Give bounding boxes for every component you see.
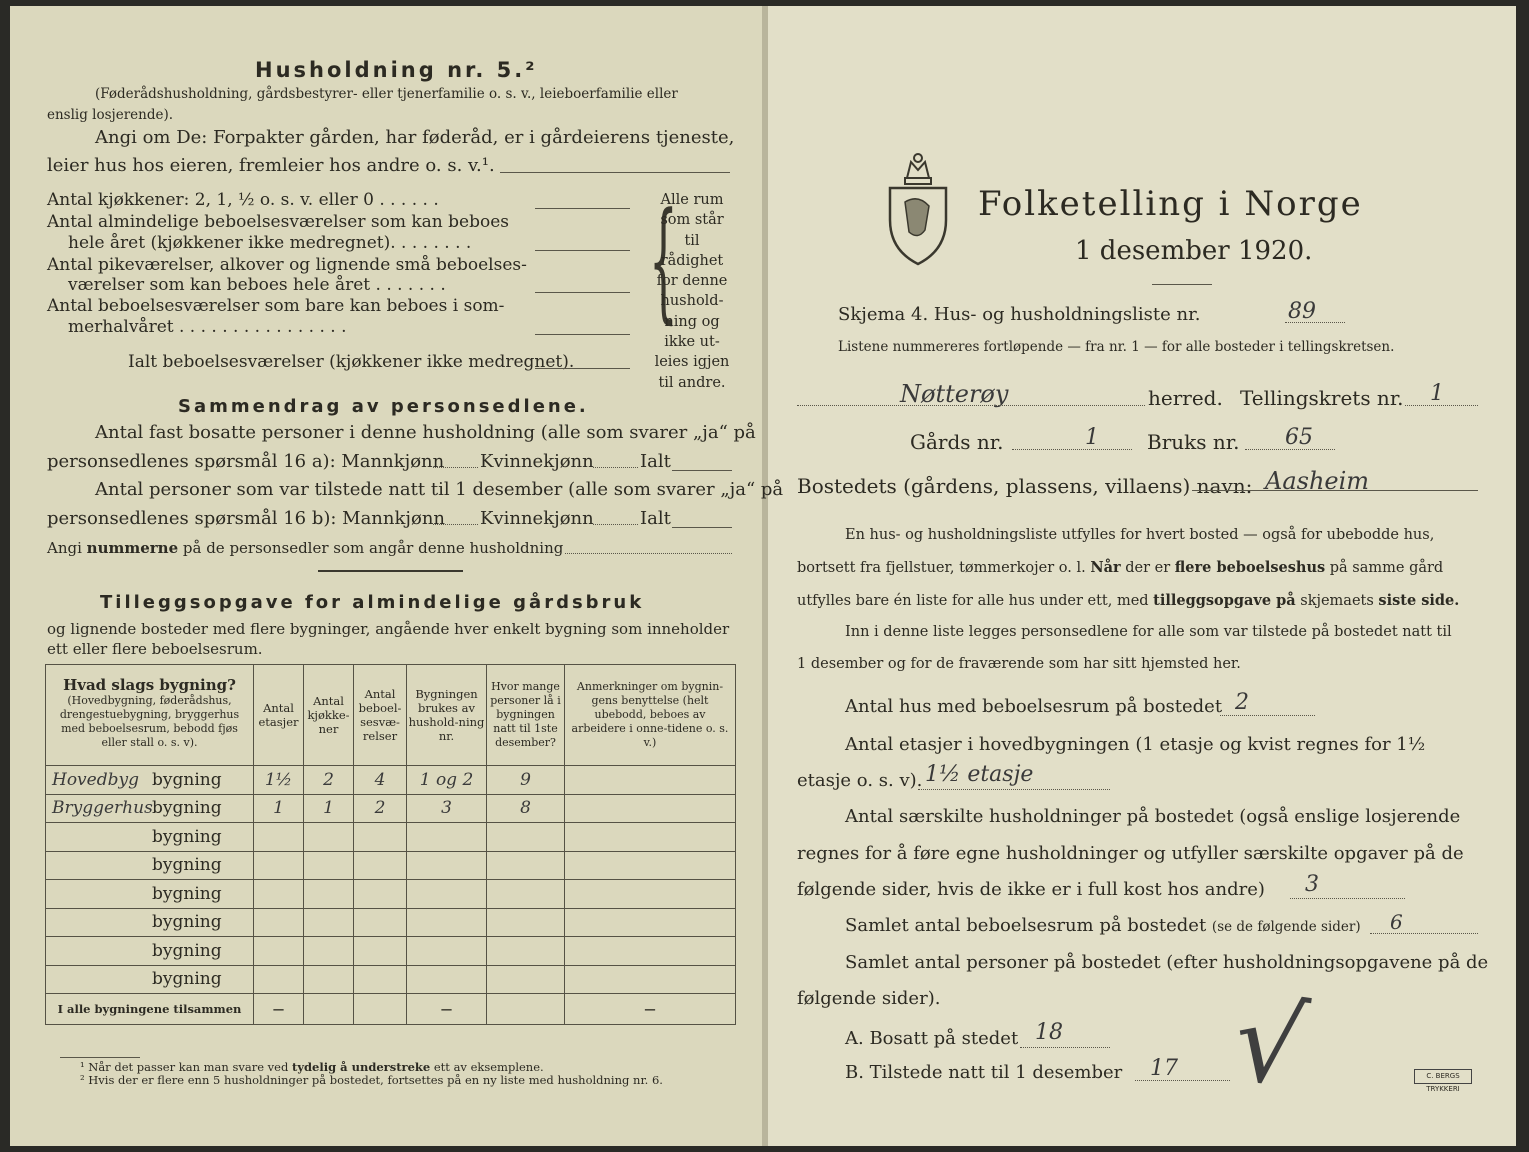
- kitchens-cell: [304, 851, 354, 880]
- persons-cell: 8: [487, 794, 565, 823]
- households-label-2: regnes for å føre egne husholdninger og utfyller særskilte opgaver på de: [797, 843, 1464, 864]
- rooms-cell: [354, 908, 407, 937]
- numbers-answer-line: [565, 553, 732, 554]
- footnote-1: [80, 1060, 544, 1074]
- side-note-line: ikke ut-: [664, 334, 720, 351]
- header-type-desc: (Hovedbygning, føderådshus, drengestuebygning, bryggerhus med beboelsesrum, bebodd fjøs eller stall o. s. v).: [59, 694, 240, 749]
- building-name-cell: [46, 965, 254, 994]
- kitchens-answer-line: [535, 208, 630, 209]
- municipality-line: [797, 405, 1145, 406]
- table-row: [46, 965, 736, 994]
- total-label-1: Ialt: [640, 451, 671, 472]
- ordinary-rooms-label-1: Antal almindelige beboelsesværelser som kan beboes: [47, 212, 509, 232]
- floors-line: [918, 789, 1110, 790]
- footnote-rule: [60, 1057, 140, 1058]
- table-total-row: [46, 994, 736, 1025]
- floors-value: 1½ etasje: [925, 762, 1034, 787]
- remarks-cell: [565, 937, 736, 966]
- instr-3-mid: skjemaets: [1295, 593, 1379, 609]
- building-name-cell: [46, 880, 254, 909]
- household-cell: [407, 880, 487, 909]
- holding-value: 65: [1285, 425, 1313, 450]
- header-remarks: Anmerkninger om bygnin-gens benyttelse (helt ubebodd, beboes av arbeidere i onne-tidene o. s. v.): [565, 665, 736, 766]
- building-suffix: bygning: [152, 769, 222, 790]
- household-note-2: enslig losjerende).: [47, 107, 174, 123]
- main-title: Folketelling i Norge: [978, 184, 1363, 224]
- total-label-2: Ialt: [640, 508, 671, 529]
- building-name-cell: [46, 766, 254, 795]
- numbers-post: på de personsedler som angår denne husholdning: [178, 539, 564, 557]
- summary-title: Sammendrag av personsedlene.: [178, 396, 589, 417]
- table-row: [46, 908, 736, 937]
- floors-cell: [254, 965, 304, 994]
- schema-label: Skjema 4. Hus- og husholdningsliste nr.: [838, 304, 1201, 325]
- table-row: [46, 880, 736, 909]
- building-suffix: bygning: [152, 969, 222, 990]
- household-cell: [407, 965, 487, 994]
- header-household-no: Bygningen brukes av hushold-ning nr.: [407, 665, 487, 766]
- numbering-note: Listene nummereres fortløpende — fra nr. 1 — for alle bosteder i tellingskretsen.: [838, 339, 1395, 355]
- household-note-1: (Føderådshusholdning, gårdsbestyrer- eller tjenerfamilie o. s. v., leieboerfamilie eller: [95, 86, 678, 102]
- numbers-bold: nummerne: [86, 539, 179, 557]
- divider-rule: [318, 570, 463, 572]
- male-2-line: [433, 524, 478, 525]
- rooms-cell: [354, 851, 407, 880]
- side-note-line: leies igjen: [654, 354, 730, 371]
- floors-cell: [254, 851, 304, 880]
- building-suffix: bygning: [152, 826, 222, 847]
- floors-label-1: Antal etasjer i hovedbygningen (1 etasje og kvist regnes for 1½: [845, 734, 1426, 755]
- residence-line: [1192, 490, 1478, 491]
- persons-cell: [487, 851, 565, 880]
- supplement-line-2: ett eller flere beboelsesrum.: [47, 640, 263, 658]
- numbers-pre: Angi: [47, 539, 87, 557]
- table-row: [46, 794, 736, 823]
- household-cell: 3: [407, 794, 487, 823]
- building-suffix: bygning: [152, 912, 222, 933]
- header-persons: Hvor mange personer lå i bygningen natt til 1ste desember?: [487, 665, 565, 766]
- numbers-line: [47, 539, 563, 557]
- floors-label-2: etasje o. s. v).: [797, 770, 923, 791]
- rooms-line: [1370, 933, 1478, 934]
- rooms-cell: [354, 880, 407, 909]
- household-cell: [407, 823, 487, 852]
- persons-label-2: følgende sider).: [797, 988, 941, 1009]
- table-row: [46, 766, 736, 795]
- farm-value: 1: [1085, 425, 1099, 450]
- households-label-3: følgende sider, hvis de ikke er i full kost hos andre): [797, 879, 1265, 900]
- household-cell: [407, 851, 487, 880]
- kitchens-cell: [304, 880, 354, 909]
- side-note: [652, 190, 732, 393]
- residence-value: Aasheim: [1265, 467, 1370, 495]
- instr-3-bold1: tilleggsopgave på: [1153, 592, 1296, 609]
- total-floors-cell: —: [254, 994, 304, 1025]
- building-name-cell: [46, 794, 254, 823]
- ask-line-1: Angi om De: Forpakter gården, har føderåd, er i gårdeierens tjeneste,: [95, 127, 735, 148]
- rooms-label: [845, 915, 1361, 936]
- footnote-1-pre: ¹ Når det passer kan man svare ved: [80, 1060, 293, 1074]
- floors-cell: 1: [254, 794, 304, 823]
- floors-cell: [254, 908, 304, 937]
- summer-rooms-label-2: merhalvåret . . . . . . . . . . . . . . . .: [68, 317, 347, 337]
- ask-line-2: leier hus hos eieren, fremleier hos andre o. s. v.¹.: [47, 155, 495, 176]
- instr-2-pre: bortsett fra fjellstuer, tømmerkojer o. l.: [797, 560, 1091, 576]
- building-name-cell: [46, 908, 254, 937]
- total-rooms-label: Ialt beboelsesværelser (kjøkkener ikke medregnet).: [128, 352, 575, 372]
- instr-2-post: på samme gård: [1325, 560, 1444, 576]
- building-suffix: bygning: [152, 855, 222, 876]
- header-type-title: Hvad slags bygning?: [63, 676, 236, 694]
- header-floors: Antal etasjer: [254, 665, 304, 766]
- instruction-1: En hus- og husholdningsliste utfylles for hvert bosted — også for ubebodde hus,: [845, 527, 1435, 543]
- instr-2-mid: der er: [1120, 560, 1175, 576]
- floors-cell: [254, 937, 304, 966]
- brace-symbol: {: [648, 184, 678, 336]
- summer-rooms-answer-line: [535, 334, 630, 335]
- floors-cell: [254, 823, 304, 852]
- rooms-cell: [354, 823, 407, 852]
- instruction-5: 1 desember og for de fraværende som har sitt hjemsted her.: [797, 656, 1241, 672]
- supplement-line-1: og lignende bosteder med flere bygninger, angående hver enkelt bygning som inneholder: [47, 620, 730, 638]
- household-cell: 1 og 2: [407, 766, 487, 795]
- total-rooms-cell: [354, 994, 407, 1025]
- female-1-line: [593, 467, 638, 468]
- persons-cell: 9: [487, 766, 565, 795]
- footnote-2: ² Hvis der er flere enn 5 husholdninger på bostedet, fortsettes på en ny liste med husholdning nr. 6.: [80, 1073, 663, 1087]
- total-household-cell: —: [407, 994, 487, 1025]
- kitchens-label: Antal kjøkkener: 2, 1, ½ o. s. v. eller 0 . . . . . .: [47, 190, 439, 210]
- side-note-line: Alle rum: [660, 192, 724, 208]
- municipality-label: herred.: [1148, 386, 1223, 410]
- rooms-cell: [354, 937, 407, 966]
- female-label-2: Kvinnekjønn: [480, 508, 594, 529]
- total-persons-cell: [487, 994, 565, 1025]
- total-2-line: [672, 527, 732, 528]
- remarks-cell: [565, 823, 736, 852]
- instr-2-bold2: flere beboelseshus: [1174, 559, 1326, 576]
- rooms-note: (se de følgende sider): [1211, 919, 1361, 935]
- kitchens-cell: [304, 965, 354, 994]
- residence-label: Bostedets (gårdens, plassens, villaens) navn:: [797, 474, 1253, 498]
- maid-rooms-label-1: Antal pikeværelser, alkover og lignende små beboelses-: [47, 255, 527, 275]
- rooms-cell: 2: [354, 794, 407, 823]
- supplement-title: Tilleggsopgave for almindelige gårdsbruk: [100, 592, 645, 613]
- summary-line-2b: personsedlenes spørsmål 16 b): Mannkjønn: [47, 508, 446, 529]
- building-table: [45, 664, 736, 1025]
- persons-cell: [487, 823, 565, 852]
- ordinary-rooms-label-2: hele året (kjøkkener ikke medregnet). . . . . . . .: [68, 233, 472, 253]
- houses-line: [1220, 715, 1315, 716]
- instruction-4: Inn i denne liste legges personsedlene for alle som var tilstede på bostedet natt til: [845, 624, 1452, 640]
- kitchens-cell: [304, 823, 354, 852]
- household-title: Husholdning nr. 5.²: [255, 58, 538, 82]
- side-note-line: hushold-: [660, 293, 724, 310]
- district-line: [1405, 405, 1478, 406]
- header-building-type: [46, 665, 254, 766]
- total-1-line: [672, 470, 732, 471]
- household-cell: [407, 937, 487, 966]
- resident-line: [1020, 1047, 1110, 1048]
- building-suffix: bygning: [152, 798, 222, 819]
- maid-rooms-answer-line: [535, 292, 630, 293]
- ask-answer-line: [500, 172, 730, 173]
- persons-label-1: Samlet antal personer på bostedet (efter husholdningsopgavene på de: [845, 952, 1489, 973]
- coat-of-arms-icon: [885, 150, 951, 268]
- footnote-1-bold: tydelig å understreke: [292, 1060, 431, 1074]
- persons-cell: [487, 965, 565, 994]
- resident-label: A. Bosatt på stedet: [845, 1028, 1019, 1049]
- rooms-cell: [354, 965, 407, 994]
- persons-cell: [487, 937, 565, 966]
- title-rule: [1152, 284, 1212, 285]
- side-note-line: ning og: [664, 313, 720, 330]
- present-label: B. Tilstede natt til 1 desember: [845, 1062, 1123, 1083]
- printer-stamp: C. BERGS TRYKKERI: [1414, 1069, 1472, 1084]
- municipality-value: Nøtterøy: [900, 380, 1009, 408]
- table-row: [46, 937, 736, 966]
- farm-line: [1012, 449, 1132, 450]
- household-cell: [407, 908, 487, 937]
- table-header-row: [46, 665, 736, 766]
- remarks-cell: [565, 851, 736, 880]
- total-label-cell: I alle bygningene tilsammen: [46, 994, 254, 1025]
- present-value: 17: [1150, 1056, 1178, 1081]
- district-label: Tellingskrets nr.: [1240, 386, 1404, 410]
- header-kitchens: Antal kjøkke-ner: [304, 665, 354, 766]
- total-kitchens-cell: [304, 994, 354, 1025]
- side-note-line: som står til: [660, 212, 724, 249]
- remarks-cell: [565, 908, 736, 937]
- houses-value: 2: [1235, 690, 1249, 715]
- summer-rooms-label-1: Antal beboelsesværelser som bare kan beboes i som-: [47, 296, 505, 316]
- rooms-value: 6: [1390, 910, 1403, 934]
- schema-number: 89: [1288, 299, 1316, 324]
- rooms-label-text: Samlet antal beboelsesrum på bostedet: [845, 915, 1207, 936]
- households-label-1: Antal særskilte husholdninger på bostedet (også enslige losjerende: [845, 806, 1461, 827]
- district-value: 1: [1430, 381, 1444, 406]
- instr-3-bold2: siste side.: [1378, 592, 1460, 609]
- side-note-line: for denne: [656, 273, 728, 290]
- table-row: [46, 823, 736, 852]
- building-name-cell: [46, 937, 254, 966]
- kitchens-cell: 1: [304, 794, 354, 823]
- rooms-cell: 4: [354, 766, 407, 795]
- census-date: 1 desember 1920.: [1075, 236, 1313, 266]
- holding-label: Bruks nr.: [1147, 430, 1240, 454]
- kitchens-cell: [304, 908, 354, 937]
- header-rooms: Antal beboel-sesvæ-relser: [354, 665, 407, 766]
- female-2-line: [593, 524, 638, 525]
- total-remarks-cell: —: [565, 994, 736, 1025]
- total-rooms-answer-line: [535, 368, 630, 369]
- persons-cell: [487, 880, 565, 909]
- summary-line-1a: Antal fast bosatte personer i denne husholdning (alle som svarer „ja“ på: [95, 422, 756, 443]
- ordinary-rooms-answer-line: [535, 250, 630, 251]
- right-page: [768, 6, 1516, 1146]
- instruction-2: [797, 559, 1443, 576]
- instr-3-pre: utfylles bare én liste for alle hus under ett, med: [797, 593, 1154, 609]
- households-line: [1290, 898, 1405, 899]
- floors-cell: [254, 880, 304, 909]
- footnote-1-post: ett av eksemplene.: [430, 1060, 544, 1074]
- holding-line: [1245, 449, 1335, 450]
- side-note-line: rådighet: [660, 252, 724, 269]
- farm-label: Gårds nr.: [910, 430, 1004, 454]
- building-name-cell: [46, 851, 254, 880]
- summary-line-2a: Antal personer som var tilstede natt til 1 desember (alle som svarer „ja“ på: [95, 479, 784, 500]
- building-suffix: bygning: [152, 883, 222, 904]
- male-1-line: [433, 467, 478, 468]
- kitchens-cell: [304, 937, 354, 966]
- maid-rooms-label-2: værelser som kan beboes hele året . . . . . . .: [68, 275, 446, 295]
- present-line: [1135, 1080, 1230, 1081]
- instr-2-bold1: Når: [1090, 559, 1121, 576]
- kitchens-cell: 2: [304, 766, 354, 795]
- remarks-cell: [565, 965, 736, 994]
- remarks-cell: [565, 794, 736, 823]
- summary-line-1b: personsedlenes spørsmål 16 a): Mannkjønn: [47, 451, 445, 472]
- building-name-cell: [46, 823, 254, 852]
- resident-value: 18: [1035, 1020, 1063, 1045]
- female-label-1: Kvinnekjønn: [480, 451, 594, 472]
- households-value: 3: [1305, 872, 1319, 897]
- building-name: Hovedbyg: [52, 769, 139, 790]
- check-mark: √: [1226, 975, 1314, 1113]
- building-suffix: bygning: [152, 940, 222, 961]
- side-note-line: til andre.: [658, 374, 726, 391]
- persons-cell: [487, 908, 565, 937]
- schema-number-line: [1285, 322, 1345, 323]
- remarks-cell: [565, 766, 736, 795]
- instruction-3: [797, 592, 1459, 609]
- building-name: Bryggerhus: [52, 798, 153, 819]
- table-row: [46, 851, 736, 880]
- floors-cell: 1½: [254, 766, 304, 795]
- remarks-cell: [565, 880, 736, 909]
- houses-label: Antal hus med beboelsesrum på bostedet: [845, 696, 1223, 717]
